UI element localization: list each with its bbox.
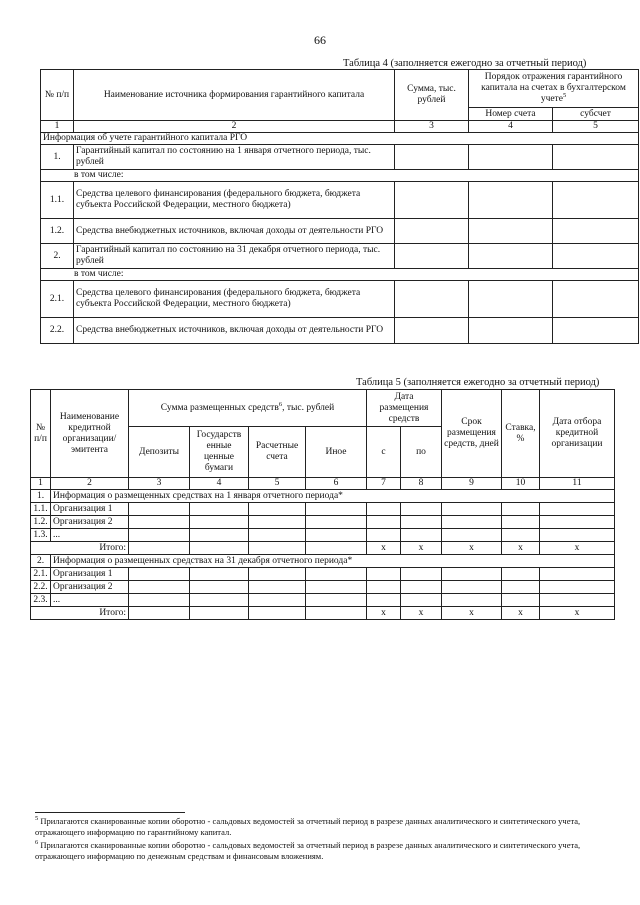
x-mark: x xyxy=(367,542,401,555)
data-cell xyxy=(401,516,442,529)
row-number: 1. xyxy=(41,145,74,170)
cell-sum xyxy=(395,219,469,244)
data-cell xyxy=(442,594,502,607)
t4-colnum: 5 xyxy=(553,121,639,133)
row-label: в том числе: xyxy=(41,170,639,182)
t5-colnum: 9 xyxy=(442,478,502,490)
total-cell xyxy=(190,607,249,620)
table-row xyxy=(31,516,615,529)
data-cell xyxy=(540,529,615,542)
total-cell xyxy=(129,607,190,620)
table4-caption: Таблица 4 (заполняется ежегодно за отчетный период) xyxy=(343,58,587,69)
data-cell xyxy=(540,516,615,529)
data-cell xyxy=(306,516,367,529)
t4-header-account: Номер счета xyxy=(469,108,553,121)
total-cell xyxy=(306,542,367,555)
t5-header-date: Дата размещения средств xyxy=(367,390,442,427)
t4-colnum: 3 xyxy=(395,121,469,133)
t5-header-sum xyxy=(129,390,367,427)
data-cell xyxy=(190,594,249,607)
x-mark: x xyxy=(540,607,615,620)
t4-header-num: № п/п xyxy=(41,70,74,121)
t5-header-term: Срок размещения средств, дней xyxy=(442,390,502,478)
row-number: 2.1. xyxy=(41,281,74,318)
t5-section-row xyxy=(31,490,615,503)
table-row xyxy=(31,568,615,581)
row-number: 1.1. xyxy=(31,503,51,516)
data-cell xyxy=(249,529,306,542)
total-label: Итого: xyxy=(31,542,129,555)
data-cell xyxy=(502,503,540,516)
t5-header-sum-text: Сумма размещенных средств xyxy=(160,402,279,413)
data-cell xyxy=(401,503,442,516)
total-row xyxy=(31,542,615,555)
data-cell xyxy=(367,594,401,607)
t5-header-selection-date: Дата отбора кредитной организации xyxy=(540,390,615,478)
table-row xyxy=(41,182,639,219)
table-row xyxy=(31,594,615,607)
data-cell xyxy=(367,529,401,542)
cell-subaccount xyxy=(553,244,639,269)
t4-header-subaccount: субсчет xyxy=(553,108,639,121)
data-cell xyxy=(540,581,615,594)
row-number: 2.2. xyxy=(31,581,51,594)
row-number: 1. xyxy=(31,490,51,503)
data-cell xyxy=(129,594,190,607)
table-row xyxy=(41,318,639,344)
data-cell xyxy=(442,568,502,581)
row-label: ... xyxy=(51,529,129,542)
row-label: Организация 1 xyxy=(51,568,129,581)
data-cell xyxy=(190,503,249,516)
t5-colnum: 4 xyxy=(190,478,249,490)
x-mark: x xyxy=(442,607,502,620)
footnote-text: Прилагаются сканированные копии оборотно - сальдовых ведомостей за отчетный период в разрезе данных аналитического и синтетического учета, отражающего информацию по денежным средствам и финансовым вложениям. xyxy=(35,840,581,861)
data-cell xyxy=(367,503,401,516)
table-row xyxy=(31,581,615,594)
t4-header-order-text: Порядок отражения гарантийного капитала на счетах в бухгалтерском учете xyxy=(481,72,626,104)
total-cell xyxy=(249,542,306,555)
data-cell xyxy=(540,503,615,516)
data-cell xyxy=(401,594,442,607)
t5-header-to: по xyxy=(401,427,442,478)
data-cell xyxy=(401,581,442,594)
data-cell xyxy=(249,516,306,529)
t4-header-name: Наименование источника формирования гарантийного капитала xyxy=(74,70,395,121)
cell-account xyxy=(469,318,553,344)
row-label: Средства целевого финансирования (федерального бюджета, бюджета субъекта Российской Федерации, местного бюджета) xyxy=(74,281,395,318)
data-cell xyxy=(190,568,249,581)
row-number: 2.1. xyxy=(31,568,51,581)
row-label: Средства внебюджетных источников, включая доходы от деятельности РГО xyxy=(74,219,395,244)
row-number: 2.3. xyxy=(31,594,51,607)
t5-header-deposits: Депозиты xyxy=(129,427,190,478)
footnote-text: Прилагаются сканированные копии оборотно - сальдовых ведомостей за отчетный период в разрезе данных аналитического и синтетического учета, отражающего информацию по гарантийному капитал. xyxy=(35,816,581,837)
row-number: 2. xyxy=(31,555,51,568)
t4-section-title: Информация об учете гарантийного капитала РГО xyxy=(41,133,639,145)
t5-header-current-accounts: Расчетные счета xyxy=(249,427,306,478)
table-row xyxy=(41,219,639,244)
row-label: Организация 1 xyxy=(51,503,129,516)
footnote-ref-5: 5 xyxy=(562,91,567,99)
t4-colnum: 4 xyxy=(469,121,553,133)
data-cell xyxy=(442,503,502,516)
t5-header-gov-securities: Государств енные ценные бумаги xyxy=(190,427,249,478)
data-cell xyxy=(502,516,540,529)
data-cell xyxy=(401,529,442,542)
row-label: в том числе: xyxy=(41,269,639,281)
table-row xyxy=(41,269,639,281)
data-cell xyxy=(442,516,502,529)
cell-subaccount xyxy=(553,182,639,219)
table4 xyxy=(40,69,639,344)
cell-subaccount xyxy=(553,219,639,244)
data-cell xyxy=(129,581,190,594)
t4-colnum: 1 xyxy=(41,121,74,133)
t5-colnum: 6 xyxy=(306,478,367,490)
x-mark: x xyxy=(401,607,442,620)
data-cell xyxy=(540,568,615,581)
row-number: 2. xyxy=(41,244,74,269)
footnote-6 xyxy=(35,840,615,862)
x-mark: x xyxy=(442,542,502,555)
data-cell xyxy=(306,529,367,542)
cell-subaccount xyxy=(553,318,639,344)
footnote-divider xyxy=(35,812,185,813)
total-cell xyxy=(190,542,249,555)
data-cell xyxy=(249,503,306,516)
x-mark: x xyxy=(401,542,442,555)
total-cell xyxy=(129,542,190,555)
t5-section-row xyxy=(31,555,615,568)
t4-colnum-row xyxy=(41,121,639,133)
t5-header-other: Иное xyxy=(306,427,367,478)
data-cell xyxy=(367,568,401,581)
data-cell xyxy=(129,503,190,516)
cell-subaccount xyxy=(553,281,639,318)
t4-colnum: 2 xyxy=(74,121,395,133)
row-label: Организация 2 xyxy=(51,581,129,594)
t5-colnum: 10 xyxy=(502,478,540,490)
row-number: 2.2. xyxy=(41,318,74,344)
data-cell xyxy=(306,503,367,516)
table-row xyxy=(31,503,615,516)
t5-header-name: Наименование кредитной организации/ эмитента xyxy=(51,390,129,478)
data-cell xyxy=(306,581,367,594)
x-mark: x xyxy=(540,542,615,555)
row-label: Организация 2 xyxy=(51,516,129,529)
x-mark: x xyxy=(367,607,401,620)
page-number: 66 xyxy=(314,33,326,47)
data-cell xyxy=(190,529,249,542)
cell-subaccount xyxy=(553,145,639,170)
row-number: 1.3. xyxy=(31,529,51,542)
footnote-mark: 6 xyxy=(35,839,39,847)
footnote-mark: 5 xyxy=(35,815,39,823)
data-cell xyxy=(540,594,615,607)
t5-colnum: 3 xyxy=(129,478,190,490)
x-mark: x xyxy=(502,607,540,620)
table-row xyxy=(31,529,615,542)
cell-account xyxy=(469,281,553,318)
cell-account xyxy=(469,244,553,269)
cell-sum xyxy=(395,182,469,219)
cell-sum xyxy=(395,318,469,344)
row-label: ... xyxy=(51,594,129,607)
t5-colnum: 8 xyxy=(401,478,442,490)
cell-sum xyxy=(395,244,469,269)
total-row xyxy=(31,607,615,620)
data-cell xyxy=(129,529,190,542)
t5-colnum: 7 xyxy=(367,478,401,490)
data-cell xyxy=(129,516,190,529)
total-cell xyxy=(249,607,306,620)
total-cell xyxy=(306,607,367,620)
t5-header-num: № п/п xyxy=(31,390,51,478)
data-cell xyxy=(249,581,306,594)
row-number: 1.2. xyxy=(31,516,51,529)
data-cell xyxy=(442,581,502,594)
data-cell xyxy=(502,594,540,607)
cell-account xyxy=(469,182,553,219)
t5-header-from: с xyxy=(367,427,401,478)
table-row xyxy=(41,145,639,170)
data-cell xyxy=(367,516,401,529)
data-cell xyxy=(249,568,306,581)
data-cell xyxy=(502,568,540,581)
data-cell xyxy=(367,581,401,594)
cell-sum xyxy=(395,281,469,318)
data-cell xyxy=(129,568,190,581)
total-label: Итого: xyxy=(31,607,129,620)
t5-colnum: 1 xyxy=(31,478,51,490)
row-number: 1.1. xyxy=(41,182,74,219)
data-cell xyxy=(502,529,540,542)
t4-header-sum: Сумма, тыс. рублей xyxy=(395,70,469,121)
row-number: 1.2. xyxy=(41,219,74,244)
footnote-5 xyxy=(35,816,615,838)
t5-colnum-row xyxy=(31,478,615,490)
t5-header-sum-unit: , тыс. рублей xyxy=(282,402,335,413)
t4-header-order xyxy=(469,70,639,108)
t5-colnum: 5 xyxy=(249,478,306,490)
row-label: Гарантийный капитал по состоянию на 31 декабря отчетного периода, тыс. рублей xyxy=(74,244,395,269)
data-cell xyxy=(306,568,367,581)
table-row xyxy=(41,244,639,269)
row-label: Средства целевого финансирования (федерального бюджета, бюджета субъекта Российской Федерации, местного бюджета) xyxy=(74,182,395,219)
data-cell xyxy=(401,568,442,581)
footnote-ref-6: 6 xyxy=(278,400,283,408)
t5-section-title: Информация о размещенных средствах на 1 января отчетного периода* xyxy=(51,490,615,503)
table5-caption: Таблица 5 (заполняется ежегодно за отчетный период) xyxy=(356,377,600,388)
row-label: Гарантийный капитал по состоянию на 1 января отчетного периода, тыс. рублей xyxy=(74,145,395,170)
data-cell xyxy=(502,581,540,594)
data-cell xyxy=(249,594,306,607)
cell-account xyxy=(469,219,553,244)
t5-colnum: 2 xyxy=(51,478,129,490)
x-mark: x xyxy=(502,542,540,555)
table-row xyxy=(41,281,639,318)
data-cell xyxy=(190,516,249,529)
row-label: Средства внебюджетных источников, включая доходы от деятельности РГО xyxy=(74,318,395,344)
t5-header-rate: Ставка, % xyxy=(502,390,540,478)
data-cell xyxy=(190,581,249,594)
data-cell xyxy=(306,594,367,607)
table-row xyxy=(41,170,639,182)
data-cell xyxy=(442,529,502,542)
cell-sum xyxy=(395,145,469,170)
t5-colnum: 11 xyxy=(540,478,615,490)
t5-section-title: Информация о размещенных средствах на 31 декабря отчетного периода* xyxy=(51,555,615,568)
table5 xyxy=(30,389,615,620)
cell-account xyxy=(469,145,553,170)
